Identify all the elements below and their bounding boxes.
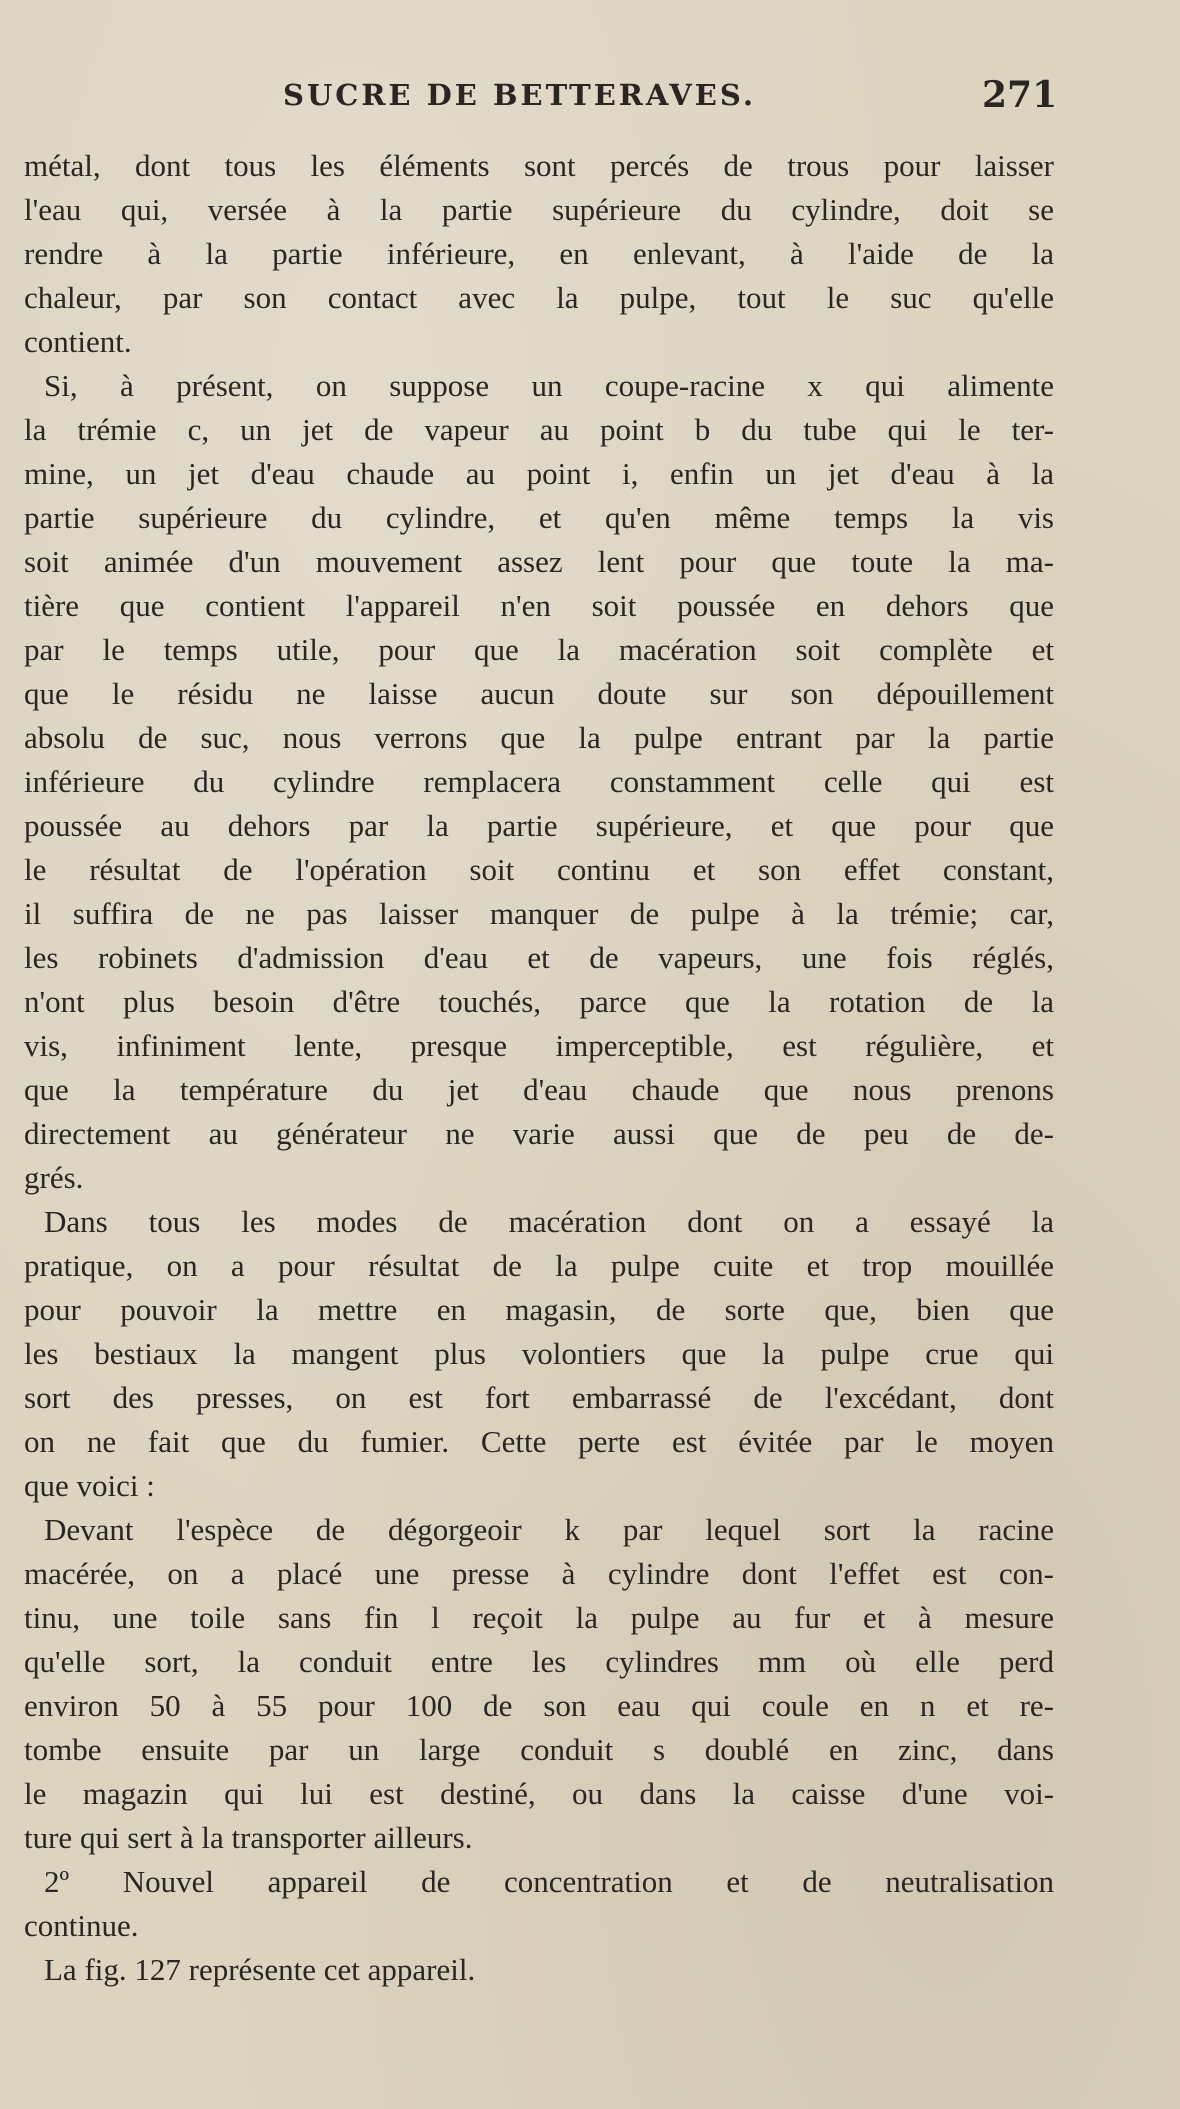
text-line: environ 50 à 55 pour 100 de son eau qui coule en n et re- (24, 1688, 1054, 1723)
text-line: que le résidu ne laisse aucun doute sur son dépouillement (24, 676, 1054, 711)
text-line: sort des presses, on est fort embarrassé de l'excédant, dont (24, 1380, 1054, 1415)
text-line: le magazin qui lui est destiné, ou dans la caisse d'une voi- (24, 1776, 1054, 1811)
text-line: soit animée d'un mouvement assez lent pour que toute la ma- (24, 544, 1054, 579)
text-line: poussée au dehors par la partie supérieure, et que pour que (24, 808, 1054, 843)
text-line: il suffira de ne pas laisser manquer de pulpe à la trémie; car, (24, 896, 1054, 931)
text-line: métal, dont tous les éléments sont percés de trous pour laisser (24, 148, 1054, 183)
text-line: Dans tous les modes de macération dont on a essayé la (44, 1204, 1054, 1239)
text-line: la trémie c, un jet de vapeur au point b du tube qui le ter- (24, 412, 1054, 447)
text-line: chaleur, par son contact avec la pulpe, tout le suc qu'elle (24, 280, 1054, 315)
text-line: 2º Nouvel appareil de concentration et de neutralisation (44, 1864, 1054, 1899)
text-line: qu'elle sort, la conduit entre les cylindres mm où elle perd (24, 1644, 1054, 1679)
text-line: que la température du jet d'eau chaude que nous prenons (24, 1072, 1054, 1107)
text-line: par le temps utile, pour que la macération soit complète et (24, 632, 1054, 667)
text-line: mine, un jet d'eau chaude au point i, enfin un jet d'eau à la (24, 456, 1054, 491)
text-line: inférieure du cylindre remplacera constamment celle qui est (24, 764, 1054, 799)
text-line: pratique, on a pour résultat de la pulpe cuite et trop mouillée (24, 1248, 1054, 1283)
page-header (0, 74, 1180, 128)
text-line: rendre à la partie inférieure, en enlevant, à l'aide de la (24, 236, 1054, 271)
text-line: tombe ensuite par un large conduit s doublé en zinc, dans (24, 1732, 1054, 1767)
text-line: grés. (24, 1160, 84, 1195)
text-line: macérée, on a placé une presse à cylindre dont l'effet est con- (24, 1556, 1054, 1591)
text-line: ture qui sert à la transporter ailleurs. (24, 1820, 473, 1855)
text-line: pour pouvoir la mettre en magasin, de sorte que, bien que (24, 1292, 1054, 1327)
text-line: absolu de suc, nous verrons que la pulpe entrant par la partie (24, 720, 1054, 755)
text-line: vis, infiniment lente, presque imperceptible, est régulière, et (24, 1028, 1054, 1063)
running-title: SUCRE DE BETTERAVES. (283, 78, 756, 112)
text-line: les robinets d'admission d'eau et de vapeurs, une fois réglés, (24, 940, 1054, 975)
text-line: les bestiaux la mangent plus volontiers que la pulpe crue qui (24, 1336, 1054, 1371)
text-line: Devant l'espèce de dégorgeoir k par lequel sort la racine (44, 1512, 1054, 1547)
page-number: 271 (982, 74, 1058, 116)
text-line: partie supérieure du cylindre, et qu'en même temps la vis (24, 500, 1054, 535)
text-line: Si, à présent, on suppose un coupe-racine x qui alimente (44, 368, 1054, 403)
text-line: tinu, une toile sans fin l reçoit la pulpe au fur et à mesure (24, 1600, 1054, 1635)
text-line: l'eau qui, versée à la partie supérieure du cylindre, doit se (24, 192, 1054, 227)
body-text (24, 144, 1054, 1992)
text-line: on ne fait que du fumier. Cette perte est évitée par le moyen (24, 1424, 1054, 1459)
text-line: continue. (24, 1908, 139, 1943)
text-line: le résultat de l'opération soit continu et son effet constant, (24, 852, 1054, 887)
text-line: que voici : (24, 1468, 155, 1503)
text-line: tière que contient l'appareil n'en soit poussée en dehors que (24, 588, 1054, 623)
text-line: contient. (24, 324, 132, 359)
text-line: directement au générateur ne varie aussi que de peu de de- (24, 1116, 1054, 1151)
text-line: n'ont plus besoin d'être touchés, parce que la rotation de la (24, 984, 1054, 1019)
text-line: La fig. 127 représente cet appareil. (44, 1952, 476, 1987)
